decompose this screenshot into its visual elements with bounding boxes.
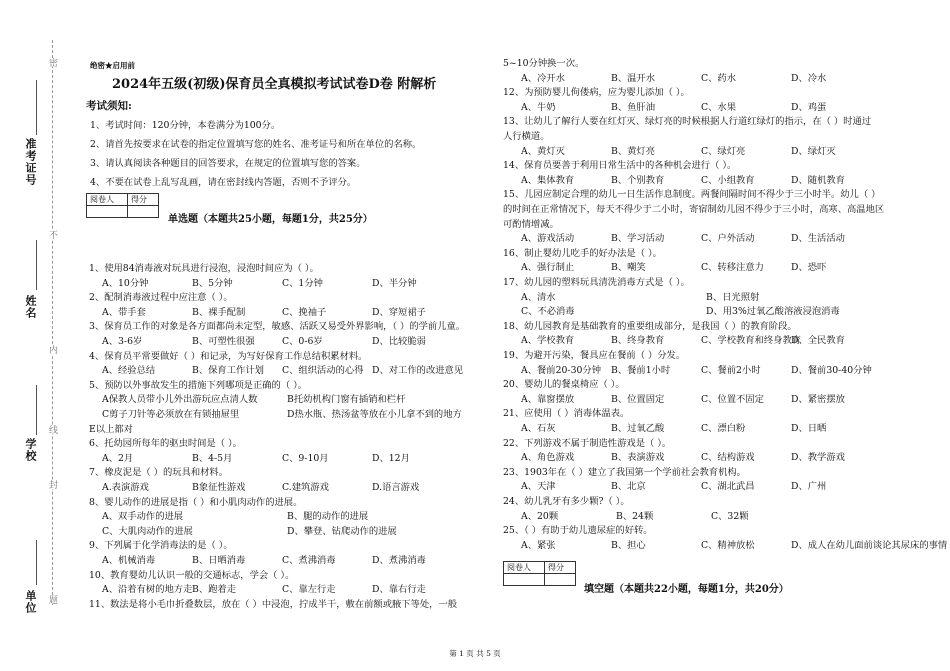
option[interactable]: C、小组教育 (701, 174, 755, 186)
score-cell[interactable] (545, 574, 576, 586)
score-header: 得分 (545, 562, 576, 574)
option-row (102, 555, 462, 567)
option[interactable]: C、1分钟 (282, 277, 323, 289)
question-text: 3、保育员工作的对象是各方面都尚未定型，敏感、活跃又易受外界影响，（ ）的学前儿童。 (89, 321, 466, 333)
option[interactable]: B、黄灯亮 (611, 145, 656, 157)
seal-line (52, 40, 53, 605)
option[interactable]: A、角色游戏 (521, 452, 575, 464)
option[interactable]: D、广州 (791, 481, 827, 493)
question-text: 22、下列游戏不属于制造性游戏是（ ）。 (503, 437, 672, 449)
unit-blank (36, 540, 37, 585)
option[interactable]: B、4-5月 (192, 452, 233, 464)
seal-char: 线 (47, 425, 57, 434)
option[interactable]: A、10分钟 (102, 277, 149, 289)
option-row (521, 262, 881, 274)
option[interactable]: B、可塑性很强 (192, 336, 255, 347)
score-header: 得分 (128, 194, 159, 206)
option[interactable]: C、不必消毒 (521, 306, 575, 318)
option[interactable]: A、强行制止 (521, 262, 575, 274)
exam-title: 2024年五级(初级)保育员全真模拟考试试卷D卷 附解析 (112, 77, 437, 92)
option-row (521, 292, 891, 304)
option-row (102, 394, 472, 406)
option-row (102, 584, 462, 596)
question-text: 25、（ ）有助于幼儿遗尿症的好转。 (503, 525, 653, 537)
option[interactable]: A、冷开水 (521, 72, 565, 84)
option[interactable]: D、攀登、钻爬动作的进展 (287, 525, 397, 537)
option[interactable]: B、餐前1小时 (611, 364, 671, 376)
option[interactable]: B、鱼肝油 (611, 101, 656, 113)
option[interactable]: C、9-10月 (282, 452, 329, 464)
option-row (102, 526, 472, 538)
option[interactable]: B、温开水 (611, 72, 656, 84)
section-title-single-choice: 单选题（本题共25小题，每题1分，共25分） (168, 214, 373, 225)
question-text: 4、保育员平常要做好（ ）和记录，为写好保育工作总结积累材料。 (89, 350, 368, 362)
question-text: 5、预防以外事故发生的措施下列哪项是正确的（ ）。 (89, 379, 308, 391)
option[interactable]: D、全民教育 (791, 335, 845, 347)
option[interactable]: C、挽袖子 (282, 306, 327, 318)
option[interactable]: C、转移注意力 (701, 262, 764, 274)
option[interactable]: B、表演游戏 (611, 452, 665, 464)
question-text: 13、让幼儿了解行人要在红灯灭、绿灯亮的时候根据人行道红绿灯的指示，在（ ）时通过 (503, 116, 872, 128)
option-row (102, 278, 462, 290)
option[interactable]: D、穿短裙子 (372, 306, 426, 318)
option[interactable]: B托幼机构门窗有插销和栏杆 (287, 394, 406, 406)
option-row (102, 336, 462, 348)
question-text: 人行横道。 (503, 131, 550, 142)
option-row (521, 481, 881, 493)
option[interactable]: D、绿灯灭 (791, 145, 836, 157)
option[interactable]: B、个别教育 (611, 174, 665, 186)
option-row (102, 307, 462, 319)
question-text: 23、1903年在（ ）建立了我国第一个学前社会教育机构。 (503, 466, 746, 478)
option[interactable]: D、生活活动 (791, 233, 845, 245)
question-text: 1、使用84消毒液对玩具进行浸泡，浸泡时间应为（ ）。 (89, 263, 319, 274)
section-title-fill-blank: 填空题（本题共22小题，每题1分，共20分） (584, 584, 789, 595)
question-text: 19、为避开污染，餐具应在餐前（ ）分发。 (503, 350, 686, 361)
question-text: 17、幼儿园的塑料玩具清洗消毒方式是（ ）。 (503, 277, 690, 288)
option[interactable]: C、0-6岁 (282, 336, 323, 347)
option-row (521, 233, 881, 245)
name-label: 姓名 (24, 295, 37, 319)
option[interactable]: C、位置不固定 (701, 393, 764, 405)
option[interactable]: B、北京 (611, 481, 646, 493)
option[interactable]: A、机械消毒 (102, 555, 156, 566)
notice-item: 3、请认真阅读各种题目的回答要求，在规定的位置填写您的答案。 (90, 158, 366, 169)
option[interactable]: A、学校教育 (521, 335, 575, 347)
option[interactable]: A、双手动作的进展 (102, 511, 184, 523)
question-text: 5~10分钟换一次。 (503, 58, 585, 69)
notice-item: 2、请首先按要求在试卷的指定位置填写您的姓名、准考证号和所在单位的名称。 (90, 139, 422, 150)
reviewer-cell[interactable] (504, 574, 545, 586)
option[interactable]: C、煮沸消毒 (282, 555, 336, 566)
option[interactable]: B、腿的动作的进展 (287, 511, 369, 523)
option[interactable]: D、餐前30-40分钟 (791, 364, 872, 376)
option[interactable]: D、半分钟 (372, 277, 417, 289)
option[interactable]: B、日晒消毒 (192, 555, 246, 566)
question-text: 18、幼儿园教育是基础教育的重要组成部分，是我国（ ）的教育阶段。 (503, 320, 797, 332)
option[interactable]: A、游戏活动 (521, 233, 575, 245)
option[interactable]: D、对工作的改进意见 (372, 365, 464, 377)
option[interactable]: D、煮沸消毒 (372, 555, 426, 566)
seal-char: 封 (47, 480, 57, 489)
option[interactable]: B、日光照射 (706, 291, 760, 303)
question-text: 9、下列属于化学消毒法的是（ ）。 (89, 540, 233, 552)
option[interactable]: C、学校教育和终身教育 (701, 335, 802, 347)
option[interactable]: B、过氧乙酸 (611, 423, 665, 434)
school-blank (36, 385, 37, 435)
option-row (102, 511, 472, 523)
option-row (521, 73, 881, 85)
option-row (521, 306, 891, 318)
option[interactable]: A保教人员带小儿外出游玩应点清人数 (102, 394, 258, 406)
option-row (521, 365, 881, 377)
option[interactable]: B、位置固定 (611, 393, 665, 405)
option-row (521, 335, 881, 347)
option[interactable]: C、漂白粉 (701, 423, 746, 434)
option[interactable]: D.语言游戏 (372, 482, 420, 493)
question-text: 可酌情增减。 (503, 218, 559, 230)
option[interactable]: A、清水 (521, 291, 556, 303)
option[interactable]: A、带手套 (102, 306, 146, 318)
option-row (102, 482, 462, 494)
option-row (521, 175, 881, 187)
option[interactable]: B、嘲笑 (611, 262, 646, 274)
option[interactable]: A、天津 (521, 481, 556, 493)
notice-heading: 考试须知: (86, 100, 132, 112)
option-row (521, 102, 881, 114)
reviewer-cell[interactable] (87, 206, 128, 218)
question-text: 11、数法是将小毛巾折叠数层，放在（ ）中浸泡，拧成半干，敷在前额或腋下等处，一般 (89, 598, 458, 610)
page-footer: 第 1 页 共 5 页 (449, 649, 501, 658)
reviewer-header: 阅卷人 (87, 194, 128, 206)
option-row (521, 423, 881, 435)
option[interactable]: C、结构游戏 (701, 452, 755, 464)
question-text: 2、配制消毒液过程中应注意（ ）。 (89, 292, 233, 304)
option[interactable]: A、牛奶 (521, 101, 556, 113)
seal-char: 密 (47, 58, 57, 67)
option[interactable]: B、学习活动 (611, 233, 665, 245)
option[interactable]: D、靠右行走 (372, 584, 426, 596)
seal-char: 题 (47, 595, 57, 604)
question-text: 8、婴儿动作的进展是指（ ）和小肌肉动作的进展。 (89, 496, 303, 508)
question-text: 的时间在正常情况下，每天不得少于二小时，寄宿制幼儿园不得少于三小时，高寒、高温地区 (503, 204, 885, 215)
option[interactable]: D、教学游戏 (791, 452, 845, 464)
option[interactable]: B、终身教育 (611, 335, 665, 347)
notice-item: 1、考试时间：120分钟，本卷满分为100分。 (90, 120, 281, 131)
score-table (503, 561, 576, 586)
option[interactable]: D、成人在幼儿面前谈论其尿床的事情 (791, 539, 948, 551)
option[interactable]: B、担心 (611, 539, 646, 551)
option[interactable]: D、鸡蛋 (791, 101, 827, 113)
secret-mark: 绝密★启用前 (90, 61, 135, 70)
option[interactable]: C、大肌肉动作的进展 (102, 525, 193, 537)
score-table (86, 193, 159, 218)
option-row (102, 365, 462, 377)
exam-number-label: 准考证号 (24, 138, 37, 186)
option[interactable]: D、随机教育 (791, 174, 845, 186)
question-text: 10、教育婴幼儿认识一般的交通标志，学会（ ）。 (89, 569, 295, 581)
score-cell[interactable] (128, 206, 159, 218)
option[interactable]: A、经验总结 (102, 365, 156, 377)
option[interactable]: A.表演游戏 (102, 482, 149, 493)
option[interactable]: C、户外活动 (701, 233, 755, 245)
notice-item: 4、不要在试卷上乱写乱画，请在密封线内答题，否则不予评分。 (90, 177, 357, 188)
option[interactable]: D、日晒 (791, 423, 827, 434)
name-blank (36, 240, 37, 290)
option-row (521, 452, 881, 464)
option[interactable]: D、12月 (372, 452, 410, 464)
option[interactable]: A、20颗 (521, 510, 559, 522)
exam-number-blank (36, 80, 37, 135)
unit-label: 单位 (24, 590, 37, 614)
option[interactable]: D、紧密摆放 (791, 393, 845, 405)
option[interactable]: B、保育工作计划 (192, 365, 264, 377)
option[interactable]: A、石灰 (521, 423, 556, 434)
question-text: 21、应使用（ ）消毒体温表。 (503, 408, 630, 420)
option[interactable]: B、裸手配制 (192, 306, 246, 318)
option[interactable]: D热水瓶、热汤盆等放在小儿拿不到的地方 (287, 409, 462, 420)
option[interactable]: A、集体教育 (521, 174, 575, 186)
question-text: 15、儿园应制定合理的幼儿一日生活作息制度。两餐间隔时间不得少于三小时半。幼儿（ ） (503, 189, 881, 201)
option[interactable]: C、水果 (701, 101, 737, 113)
option[interactable]: A、黄灯灭 (521, 145, 565, 157)
option[interactable]: A、紧张 (521, 539, 556, 551)
question-text: 6、托幼园所每年的驱虫时间是（ ）。 (89, 438, 242, 450)
option[interactable]: C、32颗 (711, 510, 749, 522)
option[interactable]: B象征性游戏 (192, 482, 246, 493)
option-row (102, 409, 472, 421)
option[interactable]: A、靠窗摆放 (521, 393, 575, 405)
option[interactable]: D、比较脆弱 (372, 336, 426, 347)
option[interactable]: C、精神放松 (701, 539, 755, 551)
option[interactable]: B、5分钟 (192, 277, 233, 289)
option[interactable]: C、湖北武昌 (701, 481, 755, 493)
question-text: 14、保育员要善于利用日常生活中的各种机会进行（ ）。 (503, 160, 737, 172)
option[interactable]: C剪子刀针等必须放在有锁抽屉里 (102, 409, 240, 420)
option[interactable]: C、靠左行走 (282, 584, 336, 596)
question-text: E以上都对 (89, 423, 133, 435)
option[interactable]: A、2月 (102, 452, 134, 464)
binding-margin (0, 40, 70, 670)
reviewer-header: 阅卷人 (504, 562, 545, 574)
option[interactable]: C.建筑游戏 (282, 482, 329, 493)
option[interactable]: A、餐前20-30分钟 (521, 364, 601, 376)
option-row (521, 394, 881, 406)
school-label: 学校 (24, 438, 37, 462)
option-row (521, 146, 881, 158)
option[interactable]: C、绿灯亮 (701, 145, 746, 157)
option[interactable]: C、餐前2小时 (701, 364, 761, 376)
option[interactable]: A、3-6岁 (102, 336, 143, 347)
option[interactable]: B、跑着走 (192, 584, 237, 596)
question-text: 16、制止婴幼儿吃手的好办法是（ ）。 (503, 247, 662, 259)
option[interactable]: D、冷水 (791, 72, 827, 84)
seal-char: 不 (47, 230, 57, 239)
option-row (521, 511, 806, 523)
option[interactable]: C、药水 (701, 72, 737, 84)
option[interactable]: B、24颗 (616, 510, 654, 522)
question-text: 7、橡皮泥是（ ）的玩具和材料。 (89, 467, 229, 479)
seal-char: 内 (47, 345, 57, 354)
option[interactable]: C、组织活动的心得 (282, 365, 364, 377)
question-text: 24、幼儿乳牙有多少颗?（ ）。 (503, 496, 630, 507)
option[interactable]: D、恐吓 (791, 262, 827, 274)
option-row (521, 539, 948, 552)
option[interactable]: A、沿着有树的地方走 (102, 584, 193, 596)
option-row (102, 453, 462, 465)
question-text: 20、婴幼儿的餐桌椅应（ ）。 (503, 379, 625, 391)
option[interactable]: D、用3%过氧乙酸溶液浸泡消毒 (706, 306, 840, 318)
question-text: 12、为预防婴儿佝偻病，应为婴儿添加（ ）。 (503, 87, 690, 99)
